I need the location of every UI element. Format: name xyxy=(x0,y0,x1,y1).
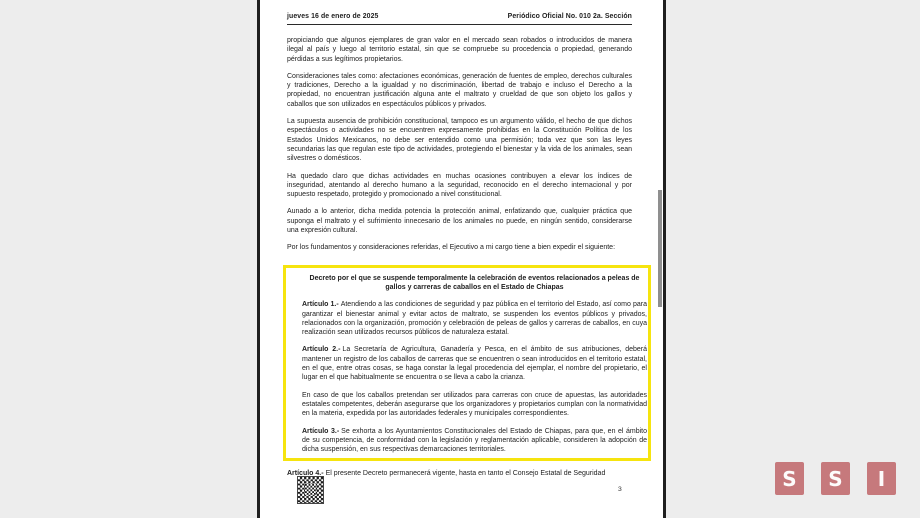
highlighted-decree-box xyxy=(283,265,651,462)
ssi-logo-square: S xyxy=(775,462,804,495)
decree-article xyxy=(302,391,647,419)
body-paragraph xyxy=(287,243,632,252)
decree-article xyxy=(302,345,647,382)
article-text: En caso de que los caballos pretendan ser utilizados para carreras con cruce de apuestas, las autoridades estatales competentes, deberán asegurarse que los organizadores y propietarios cumplan con la normatividad en la materia, expedida por las autoridades federales y municipales correspondientes. xyxy=(302,391,647,418)
qr-code xyxy=(298,477,323,503)
decree-article xyxy=(302,300,647,337)
paragraph-text: Consideraciones tales como: afectaciones económicas, generación de fuentes de empleo, derechos culturales y tradiciones, Derecho a la igualdad y no discriminación, libertad de trabajo e incluso el Derecho a la propiedad, no encuentran justificación alguna ante el maltrato y crueldad de que son objeto los gallos y caballos que son utilizados en espectáculos públicos y privados. xyxy=(287,72,632,108)
body-paragraph xyxy=(287,172,632,200)
ssi-logo-square: S xyxy=(821,462,850,495)
ssi-logo-square: I xyxy=(867,462,896,495)
decree-article xyxy=(302,427,647,455)
paragraph-text: propiciando que algunos ejemplares de gran valor en el mercado sean robados o introducidos de manera ilegal al país y luego al territorio estatal, sin que se compruebe su procedencia o propiedad, generando pérdidas a sus legítimos propietarios. xyxy=(287,37,632,63)
header-date: jueves 16 de enero de 2025 xyxy=(287,13,379,20)
post-box-section xyxy=(287,469,632,478)
body-paragraph xyxy=(287,72,632,109)
decree-title: Decreto por el que se suspende temporalmente la celebración de eventos relacionados a peleas de gallos y carreras de caballos en el Estado de Chiapas xyxy=(309,274,640,291)
paragraph-text: La supuesta ausencia de prohibición constitucional, tampoco es un argumento válido, el hecho de que dichos espectáculos o actividades no se encuentren expresamente prohibidas en la Constitución Política de los Estados Unidos Mexicanos, no debe ser entendido como una permisión; toda vez que son las leyes secundarias las que regulan este tipo de actividades, protegiendo el bienestar y la vida de los animales, sean silvestres o domésticos. xyxy=(287,118,632,163)
article-text: Se exhorta a los Ayuntamientos Constitucionales del Estado de Chiapas, para que, en el ámbito de su competencia, de conformidad con la legislación y reglamentación aplicable, consideren la adopción de dicha suspensión, en sus respectivas demarcaciones territoriales. xyxy=(302,427,647,454)
body-paragraph xyxy=(287,117,632,163)
article-text: Atendiendo a las condiciones de seguridad y paz pública en el territorio del Estado, así como para garantizar el bienestar animal y evitar actos de maltrato, se suspenden los eventos públicos y privados, relacionados con la organización, promoción y celebración de peleas de gallos y carreras de caballos, en cuya realización sean utilizados recursos públicos de naturaleza estatal. xyxy=(302,301,647,337)
document-page xyxy=(257,0,666,518)
paragraph-text: El presente Decreto permanecerá vigente, hasta en tanto el Consejo Estatal de Seguridad xyxy=(325,470,606,478)
body-paragraph xyxy=(287,36,632,64)
body-paragraph xyxy=(287,207,632,235)
article-text: La Secretaría de Agricultura, Ganadería y Pesca, en el ámbito de sus atribuciones, deberá mantener un registro de los caballos de carreras que se encuentren o sean introducidos en el territorio estatal, en el que, entre otras cosas, se haga constar la legal procedencia del ejemplar, el nombre del propietario, el lugar en el que habitualmente se encuentra o se lleva a cabo la crianza. xyxy=(302,346,648,382)
paragraph-text: Ha quedado claro que dichas actividades en muchas ocasiones contribuyen a elevar los índices de inseguridad, atentando al derecho humano a la seguridad, reconocido en el derecho internacional y por supuesto respetado, protegido y promocionado a nivel constitucional. xyxy=(287,172,632,199)
header-gazette-title: Periódico Oficial No. 010 2a. Sección xyxy=(507,13,632,20)
page-number: 3 xyxy=(618,486,622,493)
considerations-section xyxy=(287,36,632,253)
decree-articles xyxy=(302,300,647,454)
qr-code-center xyxy=(305,484,316,495)
article-label: Artículo 1.- xyxy=(302,301,339,309)
paragraph-text: Por los fundamentos y consideraciones referidas, el Ejecutivo a mi cargo tiene a bien expedir el siguiente: xyxy=(287,244,616,252)
ssi-watermark-logo xyxy=(775,462,896,495)
article-label: Artículo 4.- xyxy=(287,470,324,478)
document-body xyxy=(287,36,648,479)
paragraph-text: Aunado a lo anterior, dicha medida potencia la protección animal, enfatizando que, cualquier práctica que suponga el maltrato y el sufrimiento innecesario de los animales no puede, en ningún sentido, considerarse una expresión cultural. xyxy=(287,208,632,235)
body-paragraph xyxy=(287,469,632,478)
article-label: Artículo 2.- xyxy=(302,346,341,354)
article-label: Artículo 3.- xyxy=(302,427,340,435)
document-header xyxy=(287,13,632,25)
vertical-scrollbar-thumb[interactable] xyxy=(658,190,662,307)
page-content xyxy=(287,13,648,487)
